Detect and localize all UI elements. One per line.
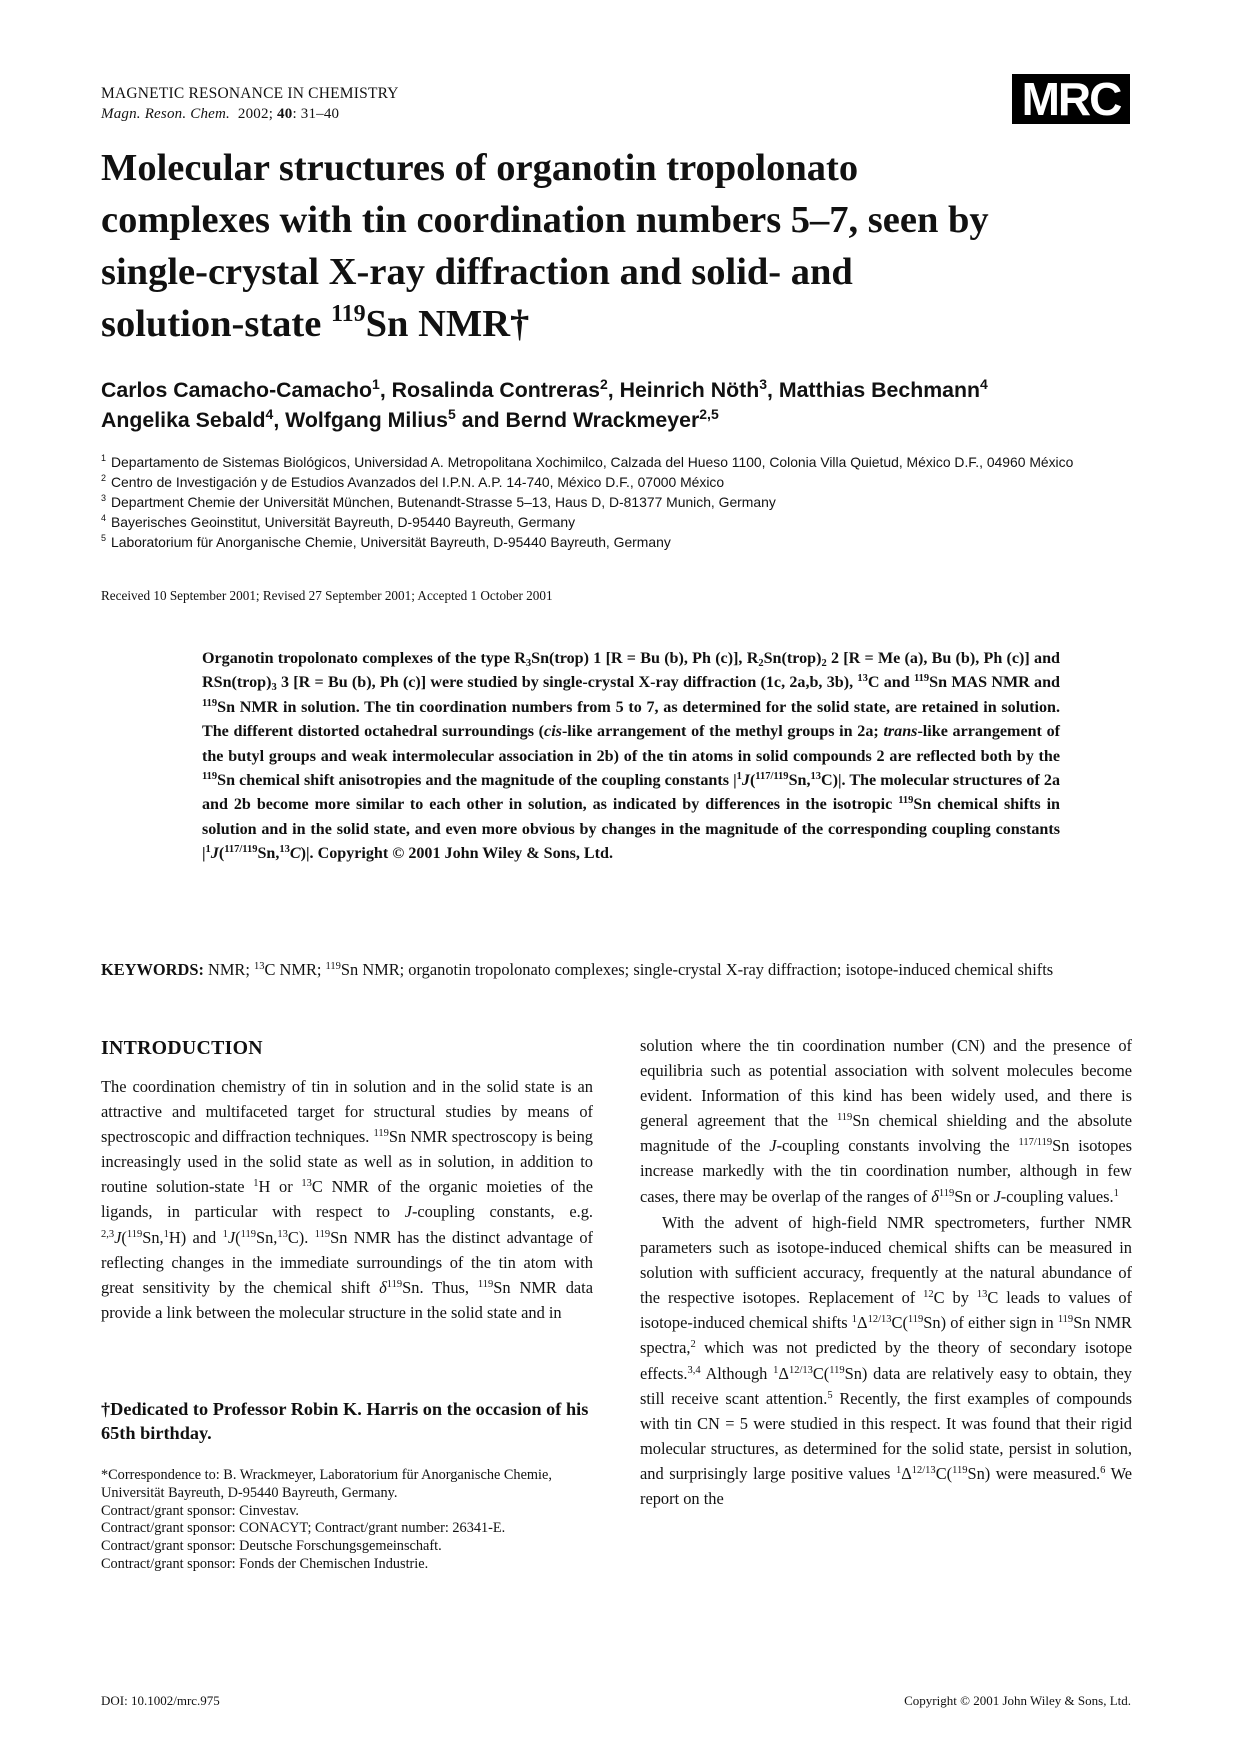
body-superscript: 12/13 xyxy=(867,1314,892,1326)
body-text: With the advent of high-field NMR spectrometers, further NMR parameters such as isotope-induced chemical shifts can be measured in solution with sufficient accuracy, frequently at the natural abundance of the respective isotopes. Replacement of xyxy=(640,1213,1132,1308)
title-line-3: single-crystal X-ray diffraction and solid- and xyxy=(101,251,853,293)
body-superscript: 119 xyxy=(240,1228,256,1240)
body-superscript: 117/119 xyxy=(1018,1137,1053,1149)
affiliation-text: Department Chemie der Universität München, Butenandt-Strasse 5–13, Haus D, D-81377 Munich, Germany xyxy=(111,494,776,510)
affiliation-number: 5 xyxy=(101,533,107,543)
body-superscript: 1 xyxy=(773,1364,779,1376)
intro-paragraph-3 xyxy=(640,1210,1132,1511)
keywords-superscript: 119 xyxy=(325,961,341,972)
section-heading-introduction: INTRODUCTION xyxy=(101,1037,263,1059)
abstract-italic: trans xyxy=(883,723,918,741)
body-superscript: 13 xyxy=(976,1289,988,1301)
body-text: The coordination chemistry of tin in solution and in the solid state is an attractive and multifaceted target for structural studies by means of spectroscopic and diffraction techniques. xyxy=(101,1077,593,1147)
body-superscript: 6 xyxy=(1100,1464,1106,1476)
body-text: solution where the tin coordination number (CN) and the presence of equilibria such as potential association with solvent molecules become evident. Information of this kind has been widely used, and there is general agreement that the xyxy=(640,1036,1132,1131)
note-item: Contract/grant sponsor: CONACYT; Contract/grant number: 26341-E. xyxy=(101,1520,506,1537)
body-italic: δ xyxy=(931,1186,939,1206)
affiliation-number: 1 xyxy=(101,453,107,463)
body-superscript: 119 xyxy=(386,1278,403,1290)
abstract-superscript: 119 xyxy=(913,673,930,685)
body-text: Sn NMR has the distinct advantage of reflecting changes in the immediate surroundings of the tin atom with great sensitivity by the chemical shift xyxy=(101,1227,594,1297)
abstract-superscript: 1 xyxy=(736,771,742,783)
abstract-text: )|. Copyright © 2001 John Wiley & Sons, Ltd. xyxy=(300,845,613,863)
abstract-text: Sn(trop) xyxy=(763,650,822,667)
author-name: Angelika Sebald xyxy=(101,408,266,432)
author-name: , Rosalinda Contreras xyxy=(379,378,600,402)
body-superscript: 119 xyxy=(1057,1314,1074,1326)
body-superscript: 2,3 xyxy=(101,1228,115,1240)
abstract-italic: J xyxy=(210,845,219,863)
abstract-text: Sn MAS NMR and xyxy=(929,674,1060,692)
body-text: H) and xyxy=(168,1227,223,1247)
body-superscript: 119 xyxy=(938,1187,955,1199)
note-item: Contract/grant sponsor: Fonds der Chemischen Industrie. xyxy=(101,1555,429,1572)
abstract-text: -like arrangement of the butyl groups and weak intermolecular association in 2b) of the tin atoms in solid compounds 2 are reflected both by the xyxy=(202,723,1060,765)
author-name: , Matthias Bechmann xyxy=(767,378,981,402)
body-superscript: 1 xyxy=(895,1464,902,1476)
abstract xyxy=(202,647,1060,867)
affiliation-text: Bayerisches Geoinstitut, Universität Bayreuth, D-95440 Bayreuth, Germany xyxy=(111,514,576,530)
body-superscript: 12/13 xyxy=(911,1464,936,1476)
abstract-text: Sn NMR in solution. The tin coordination numbers from 5 to 7, as determined for the solid state, are retained in solution. The different distorted octahedral surroundings ( xyxy=(202,698,1060,741)
keywords-text: Sn NMR; organotin tropolonato complexes; single-crystal X-ray diffraction; isotope-induced chemical shifts xyxy=(340,960,1054,979)
abstract-superscript: 13 xyxy=(810,771,821,783)
title-line-2: complexes with tin coordination numbers 5–7, seen by xyxy=(101,199,989,241)
abstract-italic: J xyxy=(741,772,750,790)
author-affil-mark: 4 xyxy=(265,406,274,422)
author-list xyxy=(101,375,1141,435)
correspondence-notes xyxy=(101,1467,593,1574)
body-text: H or xyxy=(258,1177,302,1197)
body-italic: J xyxy=(227,1227,236,1247)
title-line-1: Molecular structures of organotin tropolonato xyxy=(101,147,859,189)
author-name: , Wolfgang Milius xyxy=(273,408,449,432)
intro-paragraph-1 xyxy=(101,1074,593,1325)
body-italic: J xyxy=(404,1202,412,1222)
journal-citation xyxy=(101,104,399,125)
body-superscript: 1 xyxy=(851,1314,858,1326)
citation-pages: : 31–40 xyxy=(292,106,340,122)
citation-journal: Magn. Reson. Chem. xyxy=(101,106,230,122)
body-text: Although xyxy=(700,1363,774,1383)
abstract-text: Sn, xyxy=(788,772,811,790)
author-affil-mark: 5 xyxy=(448,406,456,422)
dedication: †Dedicated to Professor Robin K. Harris on the occasion of his 65th birthday. xyxy=(101,1399,589,1443)
affiliation-text: Departamento de Sistemas Biológicos, Universidad A. Metropolitana Xochimilco, Calzada del Hueso 1100, Colonia Villa Quietud, México D.F., 04960 México xyxy=(111,454,1074,470)
abstract-superscript: 119 xyxy=(202,697,218,709)
note-item: *Correspondence to: B. Wrackmeyer, Laboratorium für Anorganische Chemie, Universität Bayreuth, D-95440 Bayreuth, Germany. xyxy=(101,1467,552,1501)
affiliation-text: Laboratorium für Anorganische Chemie, Universität Bayreuth, D-95440 Bayreuth, Germany xyxy=(111,534,671,550)
abstract-superscript: 119 xyxy=(202,771,218,783)
body-text: Sn, xyxy=(255,1227,278,1247)
keywords-text: C NMR; xyxy=(264,960,326,979)
title-line-4-pre: solution-state xyxy=(101,303,331,345)
abstract-text: Sn(trop) 1 [R = Bu (b), Ph (c)], R xyxy=(531,650,759,667)
author-affil-mark: 3 xyxy=(759,376,767,392)
abstract-text: Sn chemical shifts in solution and in the solid state, and even more obvious by changes in the magnitude of the corresponding coupling constants | xyxy=(202,796,1060,863)
body-superscript: 119 xyxy=(477,1278,494,1290)
body-text: C NMR of the organic moieties of the ligands, in particular with respect to xyxy=(101,1177,594,1222)
affiliation-number: 3 xyxy=(101,493,107,503)
body-text: -coupling constants involving the xyxy=(776,1136,1019,1156)
abstract-text: ( xyxy=(749,772,756,790)
title-line-4-post: Sn NMR† xyxy=(365,303,530,345)
abstract-subscript: 3 xyxy=(271,682,277,694)
abstract-text: C and xyxy=(867,674,914,692)
abstract-text: 3 [R = Bu (b), Ph (c)] were studied by single-crystal X-ray diffraction (1c, 2a,b, 3b), xyxy=(276,674,858,692)
author-affil-mark: 1 xyxy=(372,376,380,392)
body-superscript: 13 xyxy=(301,1178,312,1190)
body-text: We report on the xyxy=(640,1463,1133,1509)
author-affil-mark: 2 xyxy=(599,376,608,392)
body-superscript: 119 xyxy=(314,1228,331,1240)
body-text: Sn chemical shielding and the absolute magnitude of the xyxy=(640,1111,1132,1156)
body-text: C( xyxy=(935,1463,953,1483)
article-title xyxy=(101,142,1141,350)
body-text: Sn. Thus, xyxy=(402,1277,478,1297)
abstract-subscript: 2 xyxy=(758,658,764,669)
abstract-superscript: 119 xyxy=(898,795,914,807)
body-text: Sn, xyxy=(142,1227,164,1247)
body-superscript: 119 xyxy=(829,1364,845,1376)
author-affil-mark: 2,5 xyxy=(699,406,719,422)
keywords-superscript: 13 xyxy=(254,961,265,972)
body-text: C( xyxy=(891,1313,908,1333)
abstract-superscript: 13 xyxy=(279,844,290,856)
body-text: ( xyxy=(235,1227,241,1247)
abstract-superscript: 117/119 xyxy=(755,771,789,783)
body-superscript: 1 xyxy=(163,1228,169,1240)
abstract-text: Organotin tropolonato complexes of the type R xyxy=(202,650,526,667)
journal-header xyxy=(101,83,399,125)
abstract-italic: cis xyxy=(544,723,562,741)
abstract-text: Sn, xyxy=(257,845,280,863)
body-superscript: 12/13 xyxy=(788,1364,813,1376)
body-superscript: 2 xyxy=(690,1339,696,1351)
abstract-text: C)|. The molecular structures of 2a and 2b become more similar to each other in solution, as indicated by differences in the isotropic xyxy=(202,772,1060,814)
body-text: Recently, the first examples of compounds with tin CN = 5 were studied in this respect. It was found that their rigid molecular structures, as determined for the solid state, persist in solution, and surprisingly large positive values xyxy=(640,1388,1132,1483)
body-superscript: 119 xyxy=(836,1112,853,1124)
body-text: -coupling constants, e.g. xyxy=(411,1202,593,1222)
body-superscript: 119 xyxy=(373,1128,389,1140)
body-superscript: 119 xyxy=(126,1228,143,1240)
body-superscript: 1 xyxy=(222,1228,228,1240)
body-text: Δ xyxy=(857,1313,868,1333)
abstract-text: -like arrangement of the methyl groups in 2a; xyxy=(561,723,884,741)
author-affil-mark: 4 xyxy=(980,376,988,392)
body-text: Sn NMR spectra, xyxy=(640,1313,1132,1358)
affiliation-number: 2 xyxy=(101,473,107,483)
citation-volume: 40 xyxy=(277,106,293,122)
body-text: Δ xyxy=(778,1363,789,1383)
body-text: Sn or xyxy=(954,1186,994,1206)
abstract-superscript: 1 xyxy=(205,844,211,856)
affiliation-number: 4 xyxy=(101,513,107,523)
body-text: Sn) data are relatively easy to obtain, they still receive scant attention. xyxy=(640,1363,1133,1408)
body-text: C( xyxy=(812,1363,830,1383)
body-text: which was not predicted by the theory of secondary isotope effects. xyxy=(640,1338,1132,1383)
affiliation-item xyxy=(101,452,1141,472)
affiliation-item xyxy=(101,472,1141,492)
abstract-text: Sn chemical shift anisotropies and the magnitude of the coupling constants | xyxy=(217,772,737,790)
title-sup: 119 xyxy=(330,301,366,327)
body-text: ( xyxy=(121,1227,127,1247)
body-text: Sn) of either sign in xyxy=(923,1313,1058,1333)
affiliation-list xyxy=(101,452,1141,552)
abstract-superscript: 117/119 xyxy=(224,844,258,856)
body-text: C leads to values of isotope-induced chemical shifts xyxy=(640,1288,1132,1333)
author-name: , Heinrich Nöth xyxy=(607,378,760,402)
body-superscript: 119 xyxy=(907,1314,924,1326)
affiliation-item xyxy=(101,512,1141,532)
keywords xyxy=(101,957,1141,982)
body-text: Sn NMR data provide a link between the molecular structure in the solid state and in xyxy=(101,1277,594,1322)
body-italic: J xyxy=(993,1186,1001,1206)
body-superscript: 5 xyxy=(827,1389,833,1401)
abstract-subscript: 2 xyxy=(821,658,827,669)
note-item: Contract/grant sponsor: Deutsche Forschungsgemeinschaft. xyxy=(101,1538,442,1555)
body-text: C). xyxy=(287,1227,315,1247)
abstract-subscript: 3 xyxy=(525,658,532,669)
affiliation-text: Centro de Investigación y de Estudios Avanzados del I.P.N. A.P. 14-740, México D.F., 07000 México xyxy=(111,474,725,490)
note-item: Contract/grant sponsor: Cinvestav. xyxy=(101,1502,300,1519)
journal-logo: MRC xyxy=(1012,74,1130,124)
citation-year: 2002; xyxy=(237,106,274,122)
body-text: Sn isotopes increase markedly with the tin coordination number, although in few cases, there may be overlap of the ranges of xyxy=(640,1136,1132,1206)
body-superscript: 13 xyxy=(277,1228,288,1240)
body-text: Sn NMR spectroscopy is being increasingly used in the solid state as well as in solution, in addition to routine solution-state xyxy=(101,1127,594,1197)
body-superscript: 3,4 xyxy=(687,1364,701,1376)
keywords-label: KEYWORDS: xyxy=(101,960,204,979)
keywords-text: NMR; xyxy=(203,960,254,979)
body-italic: J xyxy=(769,1136,777,1156)
body-text: -coupling values. xyxy=(1000,1186,1114,1206)
journal-name: MAGNETIC RESONANCE IN CHEMISTRY xyxy=(101,85,399,102)
body-superscript: 1 xyxy=(1113,1187,1119,1199)
abstract-italic: C xyxy=(289,845,301,863)
copyright: Copyright © 2001 John Wiley & Sons, Ltd. xyxy=(904,1693,1131,1708)
body-superscript: 1 xyxy=(253,1178,259,1190)
affiliation-item xyxy=(101,532,1141,552)
author-name: and Bernd Wrackmeyer xyxy=(455,408,700,432)
author-name: Carlos Camacho-Camacho xyxy=(101,378,373,402)
abstract-text: 2 [R = Me (a), Bu (b), Ph (c)] and RSn(trop) xyxy=(202,650,1060,692)
body-text: Δ xyxy=(901,1463,912,1483)
body-superscript: 119 xyxy=(952,1464,968,1476)
body-superscript: 12 xyxy=(923,1289,934,1301)
body-italic: J xyxy=(114,1227,122,1247)
abstract-superscript: 13 xyxy=(857,673,868,685)
abstract-text: ( xyxy=(218,845,225,863)
body-italic: δ xyxy=(379,1277,387,1297)
intro-paragraph-2 xyxy=(640,1033,1132,1209)
received-dates: Received 10 September 2001; Revised 27 September 2001; Accepted 1 October 2001 xyxy=(101,588,553,603)
affiliation-item xyxy=(101,492,1141,512)
doi: DOI: 10.1002/mrc.975 xyxy=(101,1693,220,1708)
body-text: Sn) were measured. xyxy=(967,1463,1101,1483)
body-text: C by xyxy=(933,1288,977,1308)
